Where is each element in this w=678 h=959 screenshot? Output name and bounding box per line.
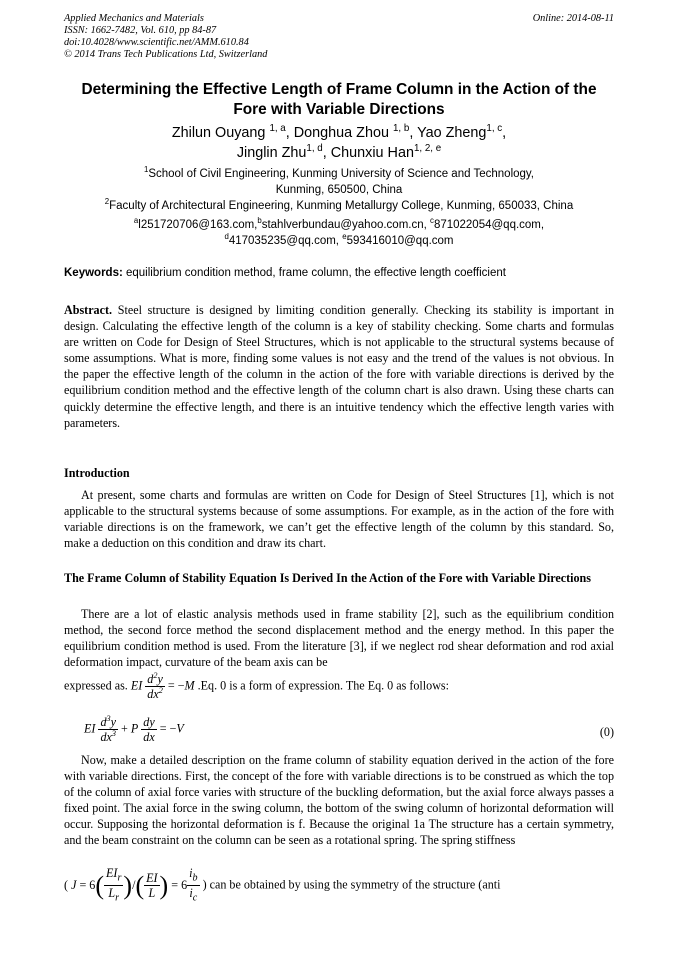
spring-stiffness-line: [64, 866, 614, 906]
author-name: Jinglin Zhu: [236, 145, 307, 161]
formula-rhs: = −M: [167, 678, 195, 693]
affiliations: [64, 166, 614, 214]
author-name: Chunxiu Han: [330, 145, 414, 161]
email-sup: d: [224, 231, 229, 241]
formula-ei: EI: [130, 678, 143, 693]
spring-stiffness-formula: ( J = 6( $\frac{EI_r}{L_r}$ )/( $\frac{EI}{L}$ ) = 6 $\frac{i_b}{i_c}$: [64, 866, 198, 904]
affil-sup: 1: [143, 165, 149, 175]
keywords: [64, 266, 614, 281]
email[interactable]: 593416010@qq.com: [346, 234, 454, 247]
section-heading: The Frame Column of Stability Equation Is Derived In the Action of the Fore with Variable Directions: [64, 571, 591, 585]
last-line-suffix: ) can be obtained by using the symmetry of the structure (anti: [202, 877, 501, 892]
email[interactable]: 417035235@qq.com,: [228, 234, 339, 247]
author-name: Yao Zheng: [417, 125, 487, 141]
email[interactable]: 871022054@qq.com,: [433, 219, 545, 231]
formula-fraction: $\frac{d^2y}{dx^2}$: [147, 670, 163, 701]
abstract: [64, 302, 614, 431]
expr-prefix: expressed as.: [64, 678, 128, 693]
equation-0-formula: EI $\frac{d^3y}{dx^3}$ + P $\frac{dy}{dx}$ = −V: [84, 713, 184, 744]
introduction-paragraph: At present, some charts and formulas are written on Code for Design of Steel Structures [1], which is not applicable to the structural systems because of some assumptions. For example, as in the action of the fore with variable directions is on the framework, we can’t get the effective length of the column by this standard. So, make a deduction on this condition and draw its chart.: [64, 488, 614, 551]
affil-sup: 2: [104, 197, 110, 207]
journal-name: Applied Mechanics and Materials: [64, 13, 204, 24]
author-sup: 1, 2, e: [413, 143, 442, 155]
author-name: Zhilun Ouyang: [171, 125, 266, 141]
keywords-label: Keywords:: [64, 267, 123, 279]
paper-title: Determining the Effective Length of Frame Column in the Action of the Fore with Variable Directions: [81, 81, 597, 118]
email-sup: c: [430, 216, 434, 226]
email-sup: b: [257, 216, 262, 226]
author-sup: 1, c: [486, 123, 503, 135]
section-paragraph-2: Now, make a detailed description on the frame column of stability equation derived in the action of the fore with variable directions. First, the concept of the fore with variable directions is to be construed as which the top of the column of axial force varies with structure of the buckling deformation, but the axial force always passes a fixed point. The axial force in the swing column, the bottom of the swing column of horizontal deformation will occur. Supposing the horizontal deformation is f. Because the original 1a The structure has a certain symmetry, and the beam constraint on the column can be seen as a rotational spring. The spring stiffness: [64, 753, 614, 848]
expr-suffix: .Eq. 0 is a form of expression. The Eq. 0 as follows:: [197, 678, 449, 693]
copyright-line: © 2014 Trans Tech Publications Ltd, Switzerland: [64, 49, 268, 60]
author-name: Donghua Zhou: [293, 125, 389, 141]
author-sup: 1, b: [392, 123, 410, 135]
abstract-text: Steel structure is designed by limiting condition generally. Checking its stability is important in design. Calculating the effective length of the column is a key of stability checking. Some charts and formulas are written on Code for Design of Steel Structures, which is not applicable to the structural systems because of some assumptions. What is more, finding some values is not easy and the trend of the values is not obvious. In the paper the effective length of the column in the action of the fore with variable directions is derived by the equilibrium condition method and the effective length of the column chart is also drawn. Using these charts can quickly determine the effective length, and there is an intuitive tendency which the effective length varies with parameters.: [64, 303, 614, 430]
abstract-label: Abstract.: [64, 303, 113, 317]
online-date: Online: 2014-08-11: [532, 13, 614, 24]
issn-line: ISSN: 1662-7482, Vol. 610, pp 84-87: [64, 25, 217, 36]
section-paragraph-1: There are a lot of elastic analysis methods used in frame stability [2], such as the equilibrium condition method, the second force method the second displacement method and the energy method. In this paper the equilibrium condition method is used. From the literature [3], if we neglect rod shear deformation and rod axial deformation impact, curvature of the beam axis can be: [64, 607, 614, 670]
keywords-text: equilibrium condition method, frame column, the effective length coefficient: [126, 267, 506, 279]
doi-line: doi:10.4028/www.scientific.net/AMM.610.84: [64, 37, 249, 48]
affiliation-2: Faculty of Architectural Engineering, Kunming Metallurgy College, Kunming, 650033, China: [109, 200, 574, 212]
email-sup: a: [133, 216, 139, 226]
running-header: [64, 13, 614, 61]
affiliation-1-line-1: School of Civil Engineering, Kunming University of Science and Technology,: [148, 168, 535, 180]
equation-number: (0): [599, 725, 614, 739]
email[interactable]: l251720706@163.com,: [138, 219, 258, 231]
author-list: Zhilun Ouyang $^{1, a}$, Donghua Zhou $^{1, b}$, Yao Zheng$^{1, c}$, Jinglin Zhu$^{1, d}$, Chunxiu Han$^{1, 2, e}$: [171, 123, 507, 161]
introduction-heading: Introduction: [64, 466, 130, 480]
email-list: [64, 218, 614, 249]
affiliation-1-line-2: Kunming, 650500, China: [275, 184, 403, 196]
author-sup: 1, d: [306, 143, 323, 155]
email-sup: e: [342, 231, 347, 241]
equation-0: [64, 713, 614, 753]
curvature-expression-line: [64, 672, 614, 712]
author-sup: 1, a: [269, 123, 286, 135]
email[interactable]: stahlverbundau@yahoo.com.cn,: [261, 219, 427, 231]
